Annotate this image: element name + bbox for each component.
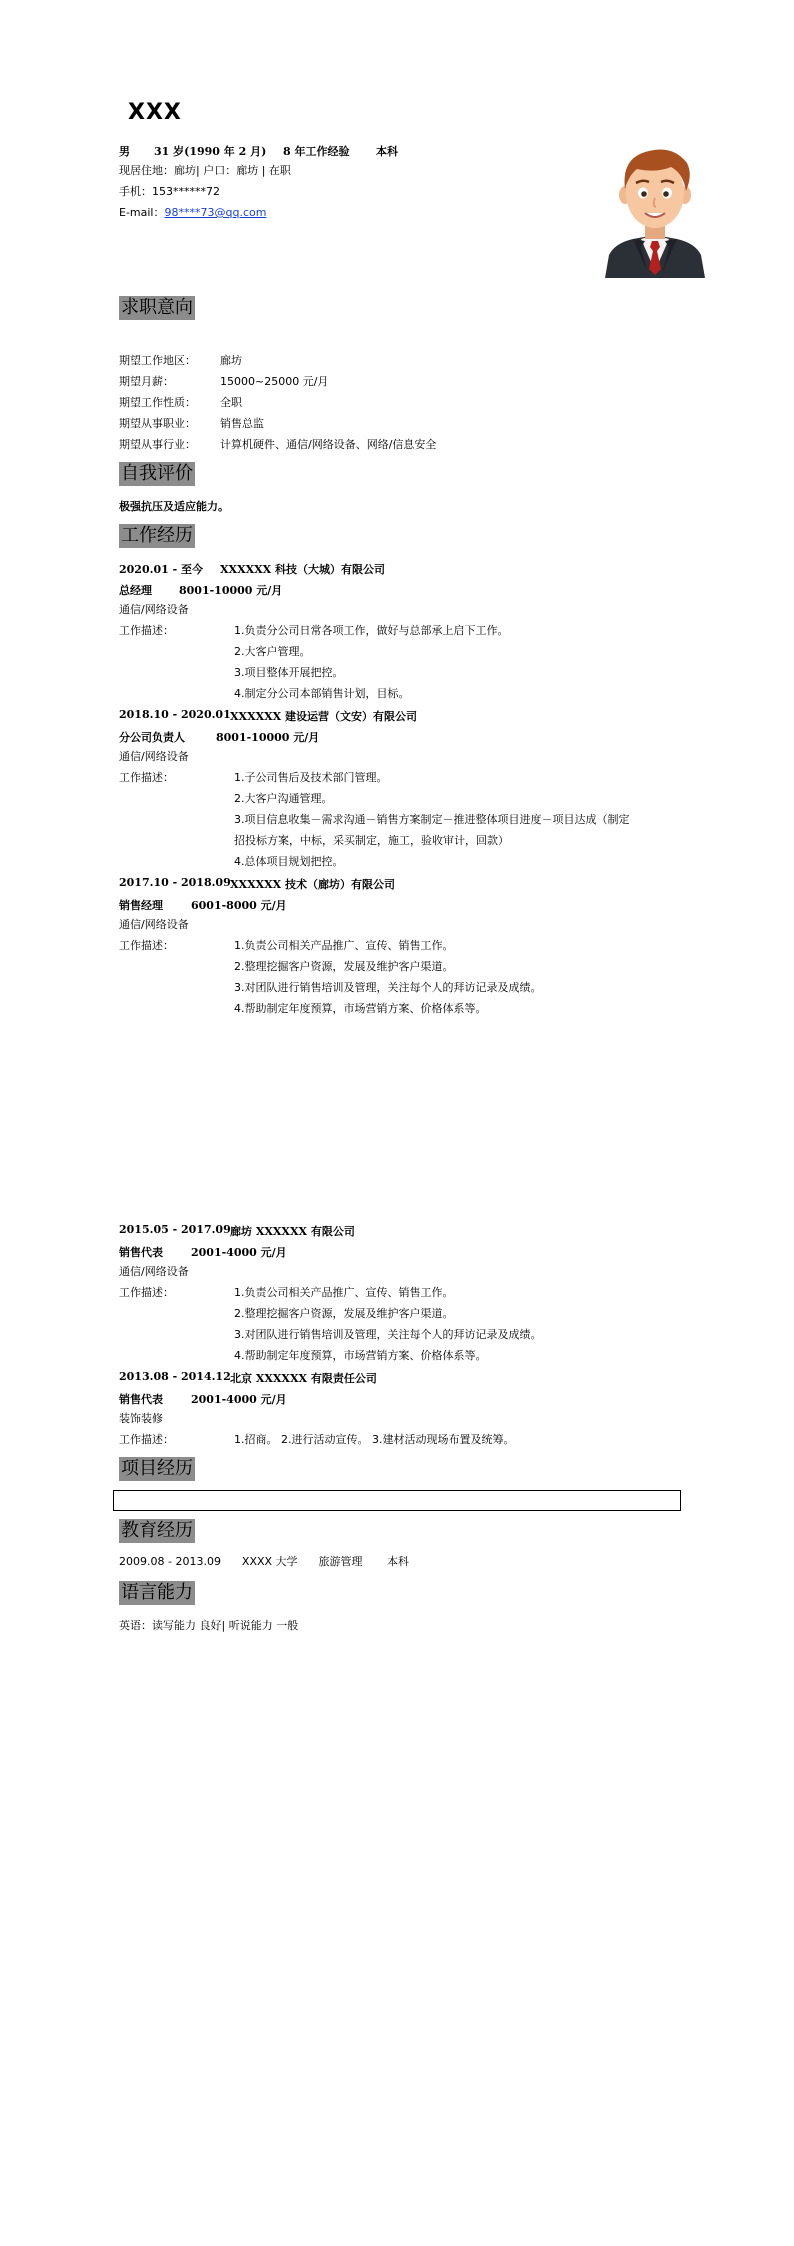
self-eval-text: 极强抗压及适应能力。 [119, 500, 229, 513]
job-3-company: XXXXXX 技术（廊坊）有限公司 [230, 878, 396, 891]
job-1-period: 2020.01 - 至今 [119, 563, 203, 576]
gender: 男 [119, 145, 130, 158]
job-5-period: 2013.08 - 2014.12 [119, 1370, 231, 1383]
education-line: 2009.08 - 2013.09 XXXX 大学 旅游管理 本科 [119, 1555, 410, 1568]
job-2-desc-1: 1.子公司售后及技术部门管理。 [234, 771, 388, 784]
job-1-desc-4: 4.制定分公司本部销售计划，目标。 [234, 687, 410, 700]
job-2-period: 2018.10 - 2020.01 [119, 708, 231, 721]
job-4-desc-4: 4.帮助制定年度预算，市场营销方案、价格体系等。 [234, 1349, 487, 1362]
job-1-company: XXXXXX 科技（大城）有限公司 [220, 563, 386, 576]
age: 31 岁(1990 年 2 月) [154, 145, 267, 158]
job-5-desc-1: 1.招商。 2.进行活动宣传。 3.建材活动现场布置及统筹。 [234, 1433, 515, 1446]
job-3-title: 销售经理 [119, 899, 163, 912]
intent-label-industry: 期望从事行业： [119, 438, 196, 451]
section-title-self-eval: 自我评价 [121, 463, 193, 484]
intent-label-type: 期望工作性质： [119, 396, 196, 409]
email-line [119, 206, 266, 220]
residence-line: 现居住地：廊坊| 户口：廊坊 | 在职 [119, 164, 291, 177]
job-5-industry: 装饰装修 [119, 1412, 163, 1425]
section-title-language: 语言能力 [121, 1582, 193, 1603]
phone-line [119, 185, 220, 199]
email-link[interactable]: 98****73@qq.com [164, 206, 267, 219]
job-4-desc-3: 3.对团队进行销售培训及管理，关注每个人的拜访记录及成绩。 [234, 1328, 542, 1341]
intent-value-salary: 15000~25000 元/月 [220, 375, 329, 388]
intent-label-salary: 期望月薪： [119, 375, 174, 388]
job-1-industry: 通信/网络设备 [119, 603, 189, 616]
job-4-industry: 通信/网络设备 [119, 1265, 189, 1278]
job-5-title: 销售代表 [119, 1393, 163, 1406]
job-2-title: 分公司负责人 [119, 731, 185, 744]
job-3-desc-4: 4.帮助制定年度预算，市场营销方案、价格体系等。 [234, 1002, 487, 1015]
job-1-desc-label: 工作描述： [119, 624, 174, 637]
job-4-period: 2015.05 - 2017.09 [119, 1223, 231, 1236]
job-2-desc-3: 3.项目信息收集－需求沟通－销售方案制定－推进整体项目进度－项目达成（制定 [234, 813, 630, 826]
job-2-company: XXXXXX 建设运营（文安）有限公司 [230, 710, 418, 723]
education-level: 本科 [376, 145, 398, 158]
language-line: 英语：读写能力 良好| 听说能力 一般 [119, 1619, 299, 1632]
job-1-desc-2: 2.大客户管理。 [234, 645, 311, 658]
intent-value-location: 廊坊 [220, 354, 242, 367]
job-4-title: 销售代表 [119, 1246, 163, 1259]
job-3-industry: 通信/网络设备 [119, 918, 189, 931]
job-2-salary: 8001-10000 元/月 [216, 731, 320, 744]
section-title-education: 教育经历 [121, 1520, 193, 1541]
intent-value-position: 销售总监 [220, 417, 264, 430]
job-2-desc-4: 4.总体项目规划把控。 [234, 855, 344, 868]
candidate-name: XXX [128, 100, 182, 125]
intent-value-type: 全职 [220, 396, 242, 409]
job-1-salary: 8001-10000 元/月 [179, 584, 283, 597]
job-4-desc-label: 工作描述： [119, 1286, 174, 1299]
job-2-desc-2: 2.大客户沟通管理。 [234, 792, 333, 805]
job-1-desc-3: 3.项目整体开展把控。 [234, 666, 344, 679]
job-3-period: 2017.10 - 2018.09 [119, 876, 231, 889]
job-2-desc-label: 工作描述： [119, 771, 174, 784]
email-label: E-mail： [119, 206, 165, 219]
job-4-desc-2: 2.整理挖掘客户资源，发展及维护客户渠道。 [234, 1307, 454, 1320]
phone-label: 手机： [119, 185, 152, 198]
phone-value: 153******72 [152, 185, 220, 198]
job-3-desc-2: 2.整理挖掘客户资源，发展及维护客户渠道。 [234, 960, 454, 973]
job-3-desc-label: 工作描述： [119, 939, 174, 952]
job-4-salary: 2001-4000 元/月 [191, 1246, 287, 1259]
section-title-intent: 求职意向 [121, 297, 193, 318]
project-empty-box [113, 1490, 681, 1511]
job-2-industry: 通信/网络设备 [119, 750, 189, 763]
job-1-desc-1: 1.负责分公司日常各项工作，做好与总部承上启下工作。 [234, 624, 509, 637]
job-3-desc-1: 1.负责公司相关产品推广、宣传、销售工作。 [234, 939, 454, 952]
job-1-title: 总经理 [119, 584, 152, 597]
work-experience: 8 年工作经验 [283, 145, 350, 158]
job-3-salary: 6001-8000 元/月 [191, 899, 287, 912]
job-5-company: 北京 XXXXXX 有限责任公司 [230, 1372, 377, 1385]
job-5-salary: 2001-4000 元/月 [191, 1393, 287, 1406]
businessman-avatar-icon [603, 143, 707, 278]
job-3-desc-3: 3.对团队进行销售培训及管理，关注每个人的拜访记录及成绩。 [234, 981, 542, 994]
job-5-desc-label: 工作描述： [119, 1433, 174, 1446]
section-title-project: 项目经历 [121, 1458, 193, 1479]
job-2-desc-3-cont: 招投标方案，中标，采买制定，施工，验收审计，回款） [234, 834, 509, 847]
job-4-company: 廊坊 XXXXXX 有限公司 [230, 1225, 355, 1238]
section-title-work: 工作经历 [121, 525, 193, 546]
intent-label-location: 期望工作地区： [119, 354, 196, 367]
job-4-desc-1: 1.负责公司相关产品推广、宣传、销售工作。 [234, 1286, 454, 1299]
intent-label-position: 期望从事职业： [119, 417, 196, 430]
intent-value-industry: 计算机硬件、通信/网络设备、网络/信息安全 [220, 438, 437, 451]
